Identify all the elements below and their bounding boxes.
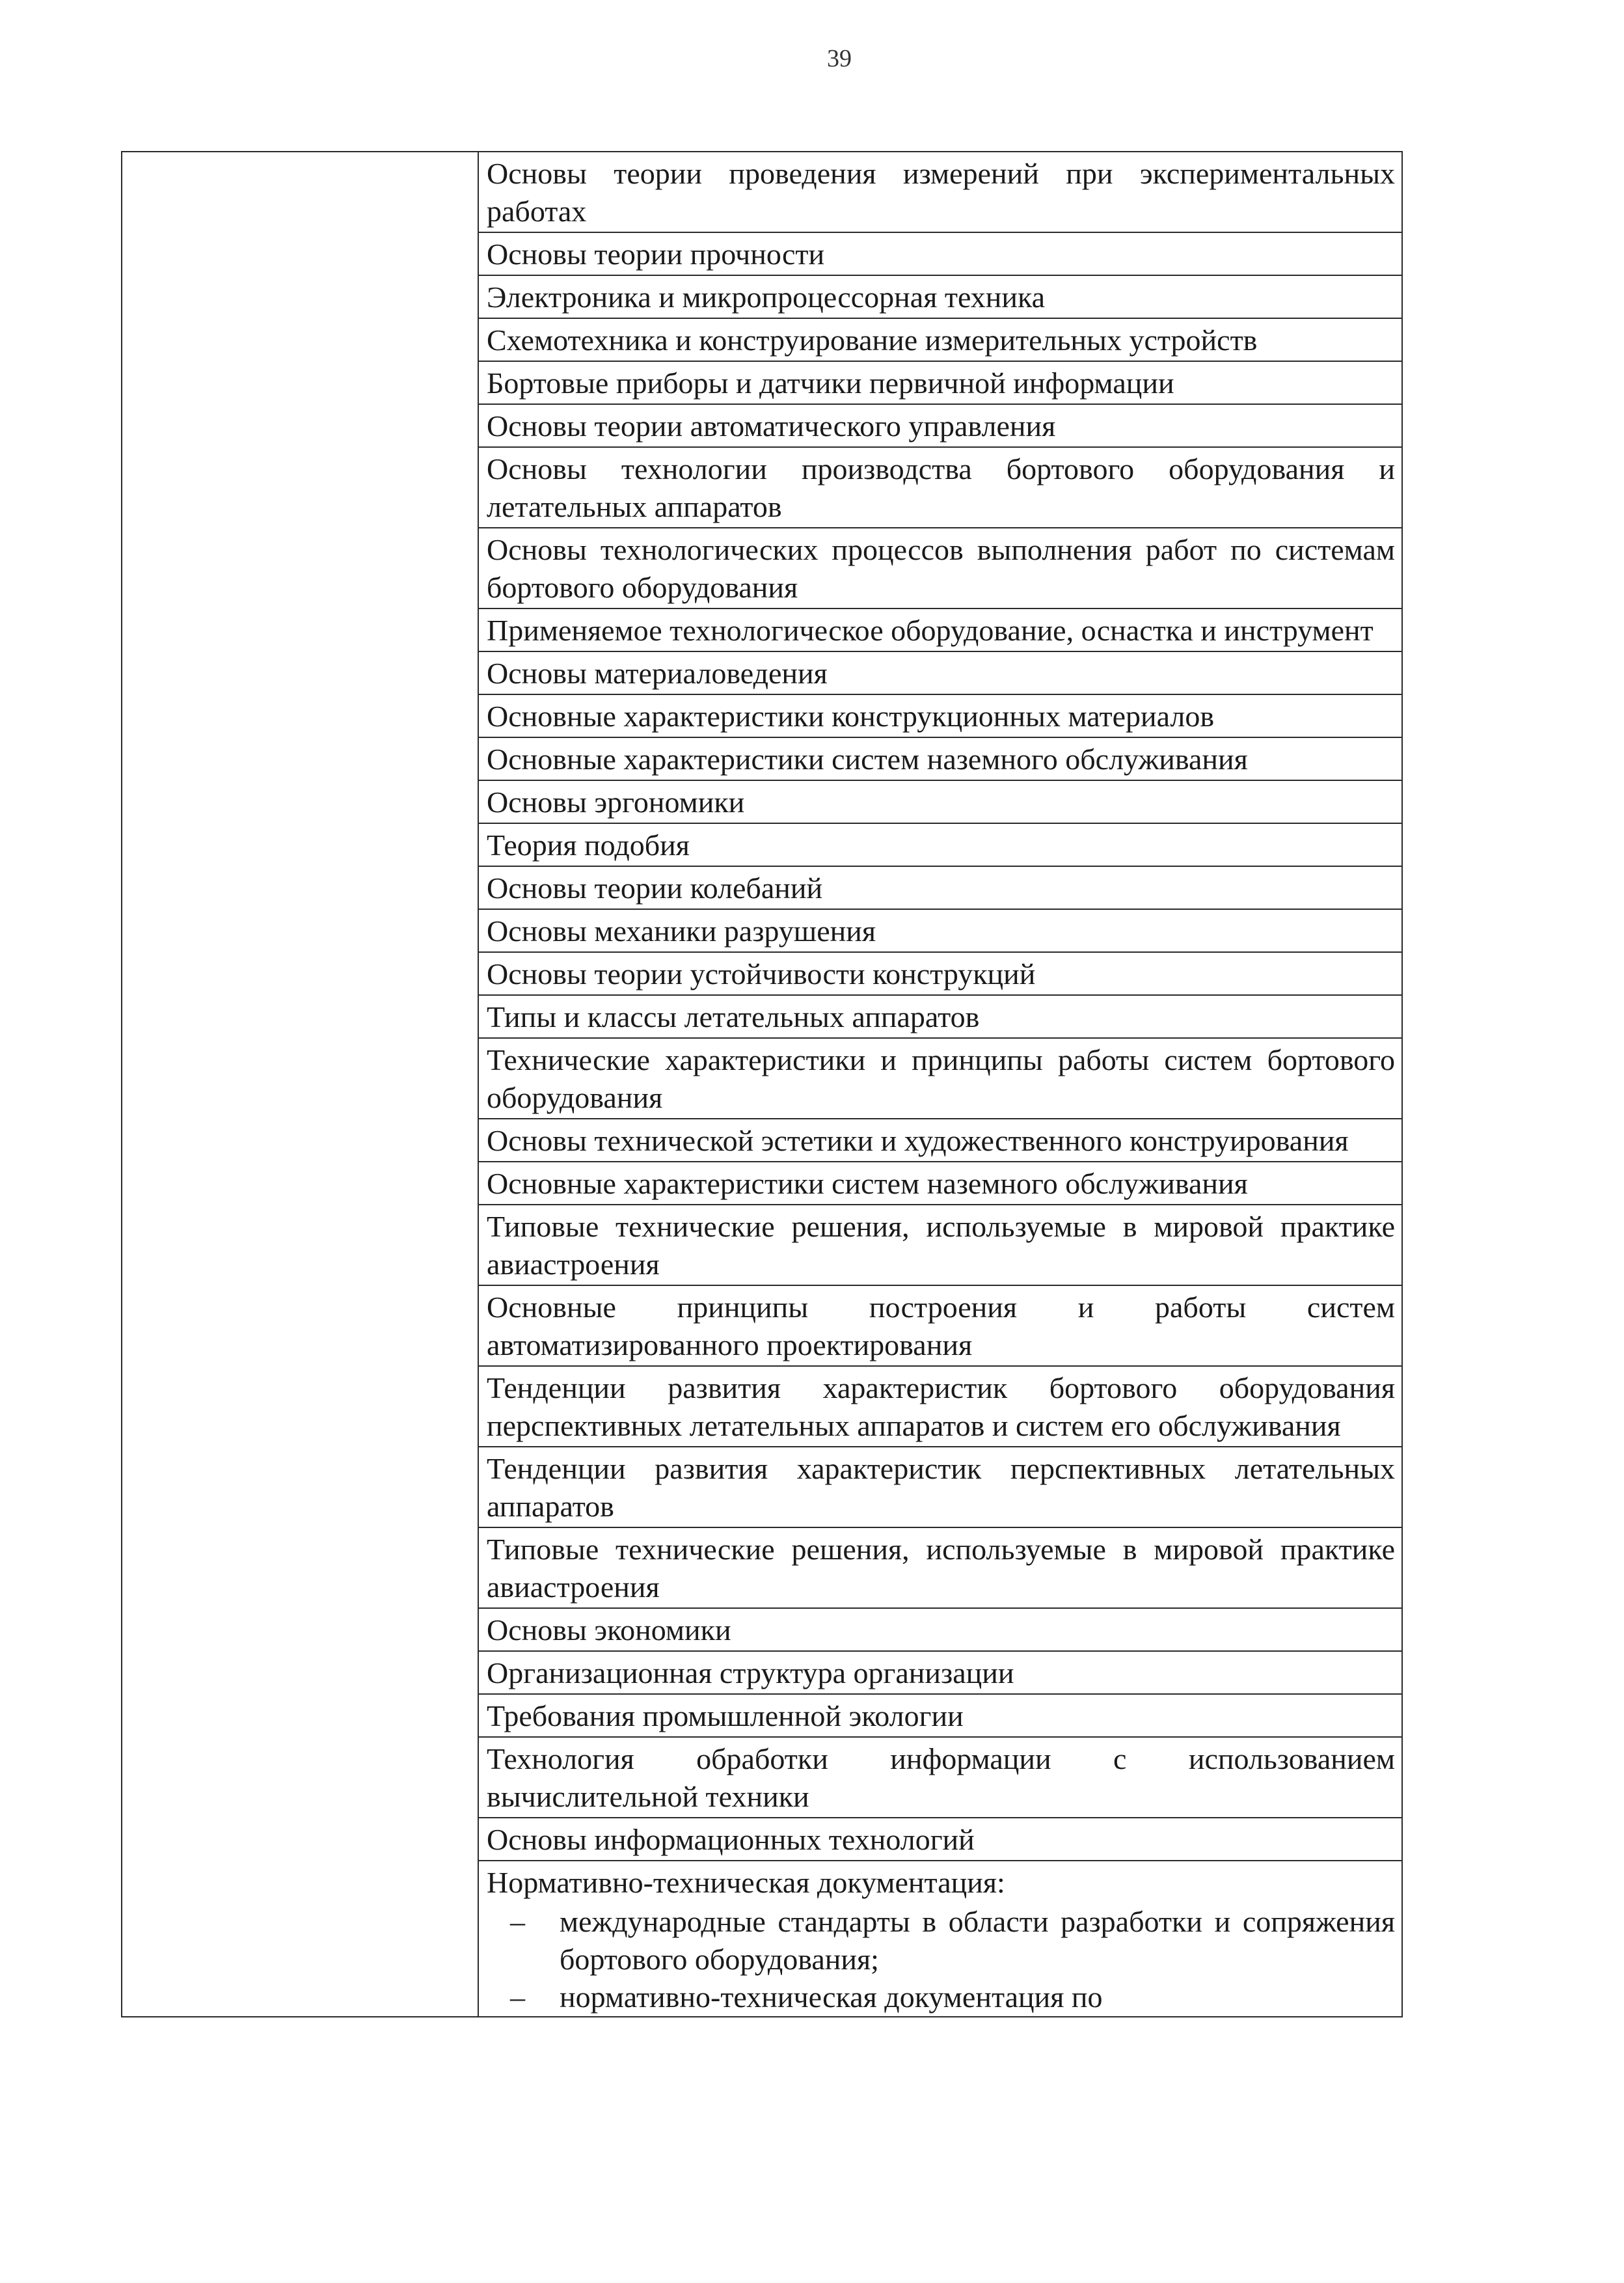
row-text: Тенденции развития характеристик перспективных летательных аппаратов	[487, 1452, 1395, 1523]
table-cell	[478, 1694, 1402, 1737]
table-cell	[478, 1447, 1402, 1527]
table-cell	[478, 1818, 1402, 1861]
table-cell	[478, 909, 1402, 952]
row-text: Основы информационных технологий	[487, 1823, 975, 1856]
table-cell	[478, 608, 1402, 651]
table-cell	[478, 1651, 1402, 1694]
row-text: Основы теории колебаний	[487, 871, 823, 905]
row-text: Схемотехника и конструирование измерительных устройств	[487, 323, 1258, 357]
table-cell	[478, 152, 1402, 232]
row-text: Организационная структура организации	[487, 1656, 1014, 1689]
row-text: Основные характеристики конструкционных материалов	[487, 700, 1215, 733]
table-cell	[478, 1366, 1402, 1447]
row-text: Основы эргономики	[487, 786, 745, 819]
table-cell	[478, 823, 1402, 866]
list-item	[479, 1978, 1395, 2016]
normative-cell	[478, 1861, 1402, 2017]
table-cell	[478, 361, 1402, 404]
table-cell	[478, 447, 1402, 528]
list-item	[479, 1903, 1395, 1978]
row-text: Теория подобия	[487, 828, 690, 862]
row-text: Электроника и микропроцессорная техника	[487, 280, 1046, 314]
row-text: Основы механики разрушения	[487, 914, 876, 948]
page-number: 39	[827, 45, 852, 72]
table-cell	[478, 1162, 1402, 1205]
table-cell	[478, 737, 1402, 780]
row-text: Основы материаловедения	[487, 657, 828, 690]
dash-bullet: –	[510, 1905, 525, 1938]
table-cell	[478, 1285, 1402, 1366]
row-text: Применяемое технологическое оборудование, оснастка и инструмент	[487, 614, 1374, 647]
table-cell	[478, 866, 1402, 909]
normative-title: Нормативно-техническая документация:	[487, 1866, 1005, 1899]
row-text: Основы технической эстетики и художественного конструирования	[487, 1124, 1349, 1157]
row-text: Типовые технические решения, используемые в мировой практике авиастроения	[487, 1533, 1395, 1604]
table-cell	[478, 1737, 1402, 1818]
list-item-text: нормативно-техническая документация по	[560, 1980, 1103, 2014]
dash-bullet: –	[510, 1980, 525, 2014]
list-item-text: международные стандарты в области разработки и сопряжения бортового оборудования;	[560, 1905, 1395, 1976]
table-cell	[478, 694, 1402, 737]
row-text: Бортовые приборы и датчики первичной информации	[487, 366, 1174, 400]
row-text: Основы технологических процессов выполнения работ по системам бортового оборудования	[487, 533, 1395, 604]
row-text: Типовые технические решения, используемые в мировой практике авиастроения	[487, 1210, 1395, 1281]
row-text: Основы теории прочности	[487, 238, 825, 271]
table-cell	[478, 528, 1402, 608]
row-text: Технология обработки информации с использованием вычислительной техники	[487, 1742, 1395, 1813]
row-text: Основы теории автоматического управления	[487, 409, 1056, 443]
table-cell	[478, 275, 1402, 318]
table-cell	[478, 232, 1402, 275]
left-empty-cell	[122, 152, 478, 2017]
row-text: Основные принципы построения и работы систем автоматизированного проектирования	[487, 1291, 1395, 1361]
table-cell	[478, 995, 1402, 1038]
table-cell	[478, 1038, 1402, 1119]
normative-list	[479, 1903, 1401, 2016]
table-cell	[478, 1205, 1402, 1285]
row-text: Требования промышленной экологии	[487, 1699, 964, 1732]
row-text: Основы теории проведения измерений при экспериментальных работах	[487, 157, 1395, 228]
table-cell	[478, 404, 1402, 447]
row-text: Основы экономики	[487, 1613, 731, 1647]
row-text: Основные характеристики систем наземного обслуживания	[487, 1167, 1248, 1200]
row-text: Основные характеристики систем наземного обслуживания	[487, 743, 1248, 776]
table-cell	[478, 651, 1402, 694]
row-text: Тенденции развития характеристик бортового оборудования перспективных летательных аппаратов и систем его обслуживания	[487, 1371, 1395, 1442]
table-cell	[478, 318, 1402, 361]
table-row	[122, 152, 1402, 232]
row-text: Основы технологии производства бортового оборудования и летательных аппаратов	[487, 452, 1395, 523]
table-cell	[478, 1608, 1402, 1651]
table-cell	[478, 1119, 1402, 1162]
row-text: Основы теории устойчивости конструкций	[487, 957, 1036, 991]
row-text: Технические характеристики и принципы работы систем бортового оборудования	[487, 1043, 1395, 1114]
table-cell	[478, 1527, 1402, 1608]
knowledge-table	[121, 151, 1403, 2017]
row-text: Типы и классы летательных аппаратов	[487, 1000, 980, 1033]
table-cell	[478, 780, 1402, 823]
table-cell	[478, 952, 1402, 995]
